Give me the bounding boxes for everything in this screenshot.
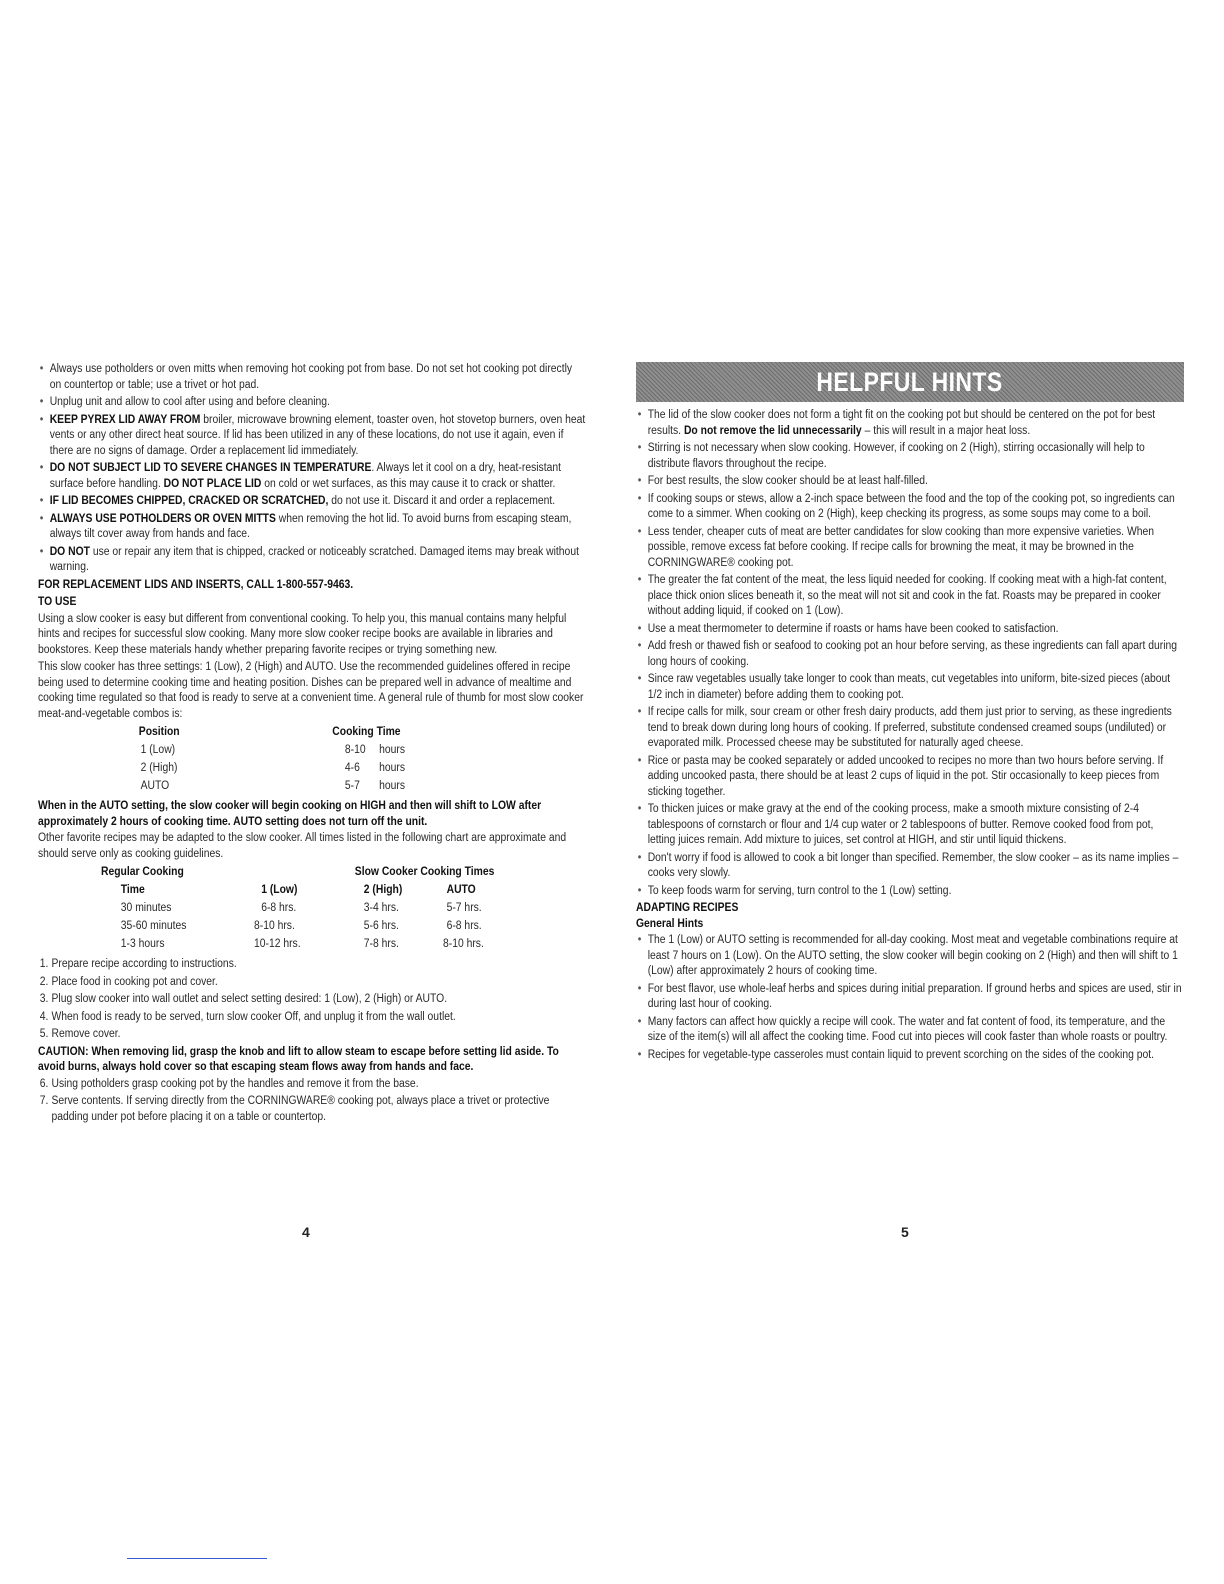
list-item: • Add fresh or thawed fish or seafood to cooking pot an hour before serving, as these ingredients can fall apart during long hours of cooking. (636, 639, 1183, 670)
table-group-header: Slow Cooker Cooking Times (354, 866, 495, 878)
list-item: 7. Serve contents. If serving directly from the CORNINGWARE® cooking pot, always place a trivet or protective padding under pot before placing it on a table or countertop. (39, 1095, 550, 1123)
list-item: • To keep foods warm for serving, turn control to the 1 (Low) setting. (636, 884, 1183, 900)
table-row: AUTO 5-7 hours (140, 780, 406, 792)
list-item: • Recipes for vegetable-type casseroles must contain liquid to prevent scorching on the sides of the cooking pot. (636, 1048, 1183, 1064)
adapting-recipes-heading: ADAPTING RECIPES (636, 902, 739, 914)
list-item: 6. Using potholders grasp cooking pot by the handles and remove it from the base. (39, 1077, 419, 1090)
list-item: • IF LID BECOMES CHIPPED, CRACKED OR SCRATCHED, do not use it. Discard it and order a replacement. (38, 494, 585, 510)
list-item: • DO NOT use or repair any item that is chipped, cracked or noticeably scratched. Damaged items may break without warning. (38, 545, 585, 576)
hints-list (636, 408, 1183, 899)
list-item: 4. When food is ready to be served, turn slow cooker Off, and unplug it from the wall outlet. (39, 1010, 456, 1023)
list-item: 5. Remove cover. (39, 1028, 121, 1040)
table-row: 35-60 minutes 8-10 hrs. 5-6 hrs. 6-8 hrs. (120, 920, 482, 932)
table-row: 30 minutes 6-8 hrs. 3-4 hrs. 5-7 hrs. (120, 902, 482, 914)
list-item: • If cooking soups or stews, allow a 2-inch space between the food and the top of the cooking pot, so ingredients can come to a simmer. When cooking on 2 (High), keep checking its progress, as some soups may come to a boil. (636, 492, 1183, 523)
safety-list (38, 362, 585, 576)
table-header: Time (120, 884, 145, 896)
footer-rule (127, 1558, 267, 1559)
list-item: • The 1 (Low) or AUTO setting is recommended for all-day cooking. Most meat and vegetable combinations require at least 7 hours on 1 (Low). On the AUTO setting, the slow cooker will begin cooking on 2 (High) and then will shift to 1 (Low) after approximately 2 hours of cooking time. (636, 933, 1183, 980)
cooking-time-table (139, 724, 405, 796)
list-item: • For best flavor, use whole-leaf herbs and spices during initial preparation. If ground herbs and spices are used, stir in during last hour of cooking. (636, 982, 1183, 1013)
helpful-hints-banner (636, 362, 1184, 402)
table-header: 2 (High) (363, 884, 403, 896)
usage-steps (38, 957, 585, 1043)
auto-setting-note: When in the AUTO setting, the slow cooker will begin cooking on HIGH and then will shift to LOW after approximately 2 hours of cooking time. AUTO setting does not turn off the unit. (38, 800, 542, 828)
page-number-left: 4 (302, 1224, 310, 1240)
list-item: • If recipe calls for milk, sour cream or other fresh dairy products, add them just prior to serving, as these ingredients tend to break down during long hours of cooking. If preferred, substitute condensed creamed soups (undiluted) or evaporated milk. Processed cheese may be substituted for naturally aged cheese. (636, 705, 1183, 752)
list-item: • Less tender, cheaper cuts of meat are better candidates for slow cooking than more expensive varieties. When possible, remove excess fat before cooking. If recipe calls for browning the meat, it may be browned in the CORNINGWARE® cooking pot. (636, 525, 1183, 572)
to-use-heading: TO USE (38, 596, 77, 608)
left-page (38, 362, 586, 1127)
slow-cooker-times-table (101, 864, 494, 954)
caution-note: CAUTION: When removing lid, grasp the knob and lift to allow steam to escape before setting lid aside. To avoid burns, always hold cover so that escaping steam flows away from hands and face. (38, 1045, 559, 1073)
page-number-right: 5 (901, 1224, 909, 1240)
list-item: • Stirring is not necessary when slow cooking. However, if cooking on 2 (High), stirring occasionally will help to distribute flavors throughout the recipe. (636, 441, 1183, 472)
right-page (636, 362, 1184, 1065)
to-use-paragraph: Using a slow cooker is easy but different from conventional cooking. To help you, this manual contains many helpful hints and recipes for successful slow cooking. Many more slow cooker recipe books are available in libraries and bookstores. Keep these materials handy whether preparing favorite recipes or trying something new. (38, 612, 567, 656)
table-row: 1 (Low) 8-10 hours (140, 744, 406, 756)
table-group-header: Regular Cooking (101, 866, 184, 878)
list-item: • The lid of the slow cooker does not form a tight fit on the cooking pot but should be centered on the pot for best results. Do not remove the lid unnecessarily – this will result in a major heat loss. (636, 408, 1183, 439)
list-item: • Don't worry if food is allowed to cook a bit longer than specified. Remember, the slow cooker – as its name implies – cooks very slowly. (636, 851, 1183, 882)
general-hints-heading: General Hints (636, 917, 704, 930)
list-item: • ALWAYS USE POTHOLDERS OR OVEN MITTS when removing the hot lid. To avoid burns from escaping steam, always tilt cover away from hands and face. (38, 512, 585, 543)
left-page-content (38, 362, 585, 1125)
table-header: 1 (Low) (261, 884, 298, 896)
settings-paragraph: This slow cooker has three settings: 1 (Low), 2 (High) and AUTO. Use the recommended guidelines offered in recipe being used to determine cooking time and heating position. Dishes can be prepared well in advance of mealtime and cooking time regulated so that food is ready to serve at a convenient time. A general rule of thumb for most slow cooker meat-and-vegetable combos is: (38, 661, 584, 720)
table-header: Cooking Time (332, 726, 401, 738)
usage-steps-continued (38, 1077, 585, 1126)
list-item: • Rice or pasta may be cooked separately or added uncooked to recipes no more than two hours before serving. If adding uncooked pasta, there should be at least 2 cups of liquid in the pot. Stir occasionally to keep pieces from sticking together. (636, 754, 1183, 801)
list-item: • Unplug unit and allow to cool after using and before cleaning. (38, 395, 585, 411)
list-item: • DO NOT SUBJECT LID TO SEVERE CHANGES IN TEMPERATURE. Always let it cool on a dry, heat-resistant surface before handling. DO NOT PLACE LID on cold or wet surfaces, as this may cause it to crack or shatter. (38, 461, 585, 492)
right-page-content (636, 408, 1183, 1063)
table-row: 1-3 hours 10-12 hrs. 7-8 hrs. 8-10 hrs. (120, 938, 484, 950)
list-item: • KEEP PYREX LID AWAY FROM broiler, microwave browning element, toaster oven, hot stovetop burners, oven heat vents or any other direct heat source. If lid has been utilized in any of these locations, do not use it again, even if there are no signs of damage. Order a replacement lid immediately. (38, 413, 585, 460)
list-item: • Since raw vegetables usually take longer to cook than meats, cut vegetables into uniform, bite-sized pieces (about 1/2 inch in diameter) before adding them to cooking pot. (636, 672, 1183, 703)
table-header: Position (138, 726, 180, 738)
list-item: • Use a meat thermometer to determine if roasts or hams have been cooked to satisfaction. (636, 622, 1183, 638)
list-item: 2. Place food in cooking pot and cover. (39, 975, 218, 988)
list-item: • For best results, the slow cooker should be at least half-filled. (636, 474, 1183, 490)
list-item: • Always use potholders or oven mitts when removing hot cooking pot from base. Do not set hot cooking pot directly on countertop or table; use a trivet or hot pad. (38, 362, 585, 393)
table-row: 2 (High) 4-6 hours (140, 762, 406, 774)
list-item: • Many factors can affect how quickly a recipe will cook. The water and fat content of food, its temperature, and the size of the item(s) will all affect the cooking time. Food cut into pieces will cook faster than whole roasts or poultry. (636, 1015, 1183, 1046)
adapt-paragraph: Other favorite recipes may be adapted to the slow cooker. All times listed in the following chart are approximate and should serve only as cooking guidelines. (38, 832, 567, 860)
list-item: 3. Plug slow cooker into wall outlet and select setting desired: 1 (Low), 2 (High) or AUTO. (39, 993, 448, 1005)
replacement-phone-line: FOR REPLACEMENT LIDS AND INSERTS, CALL 1-800-557-9463. (38, 578, 354, 591)
list-item: • The greater the fat content of the meat, the less liquid needed for cooking. If cooking meat with a high-fat content, place thick onion slices beneath it, so the meat will not sit and cook in the fat. Roasts may be prepared in cooker without adding liquid, if cooked on 1 (Low). (636, 573, 1183, 620)
table-header: AUTO (446, 884, 476, 896)
list-item: • To thicken juices or make gravy at the end of the cooking process, make a smooth mixture consisting of 2-4 tablespoons of cornstarch or flour and 1/4 cup water or 2 tablespoons of butter. Remove cooked food from pot, letting juices remain. Add mixture to juices, set control at HIGH, and stir until liquid thickens. (636, 802, 1183, 849)
general-hints-list (636, 933, 1183, 1063)
list-item: 1. Prepare recipe according to instructions. (39, 958, 237, 970)
banner-title: HELPFUL HINTS (816, 366, 1004, 397)
